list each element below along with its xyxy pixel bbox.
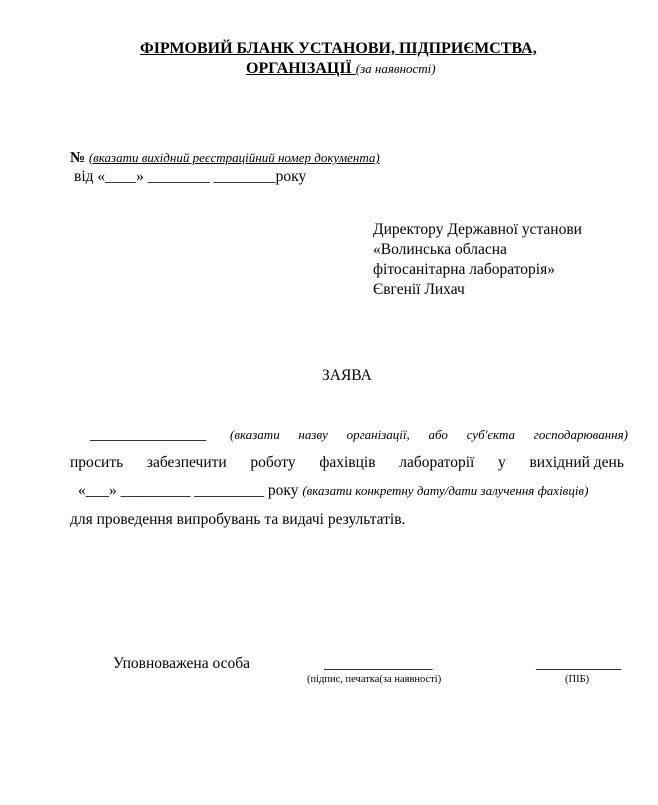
request-word: лабораторії [399,454,475,471]
letterhead-note: (за наявності) [355,61,436,76]
date-line [78,482,588,500]
request-word: забезпечити [146,454,227,471]
date-blank: «___» _________ _________ року [78,482,303,499]
addressee-line-3: фітосанітарна лабораторія» [373,261,555,278]
request-word: роботу [250,454,296,471]
document-title: ЗАЯВА [322,367,372,384]
request-word: фахівців [319,454,376,471]
registration-date: від «____» ________ ________року [74,168,307,185]
addressee-line-2: «Волинська обласна [373,241,507,258]
registration-number [70,149,380,167]
signature-label: Уповноважена особа [113,655,250,672]
letterhead-line-2 [246,60,436,78]
addressee-line-4: Євгенії Лихач [373,281,465,298]
signature-hint: (підпис, печатка(за наявності) [307,674,442,685]
name-hint: (ПІБ) [565,674,590,685]
number-hint: (вказати вихідний реєстраційний номер документа) [88,150,380,165]
addressee-block [373,220,582,300]
request-word: просить [70,454,124,471]
request-line [70,454,624,472]
addressee-line-1: Директору Державної установи [373,221,582,238]
number-sign: № [70,150,89,166]
letterhead-line-1: ФІРМОВИЙ БЛАНК УСТАНОВИ, ПІДПРИЄМСТВА, [140,40,537,57]
signature-blank: ______________ [324,655,433,672]
org-hint: (вказати назву організації, або суб'єкта господарювання) [230,427,628,442]
date-hint: (вказати конкретну дату/дати залучення фахівців) [302,483,589,498]
purpose-line: для проведення випробувань та видачі результатів. [70,511,406,528]
request-word: вихідний день [529,454,624,471]
request-word: у [498,454,506,471]
name-blank: ___________ [536,655,622,672]
letterhead-organization: ОРГАНІЗАЦІЇ [246,60,356,77]
org-blank: _______________ [90,426,207,443]
